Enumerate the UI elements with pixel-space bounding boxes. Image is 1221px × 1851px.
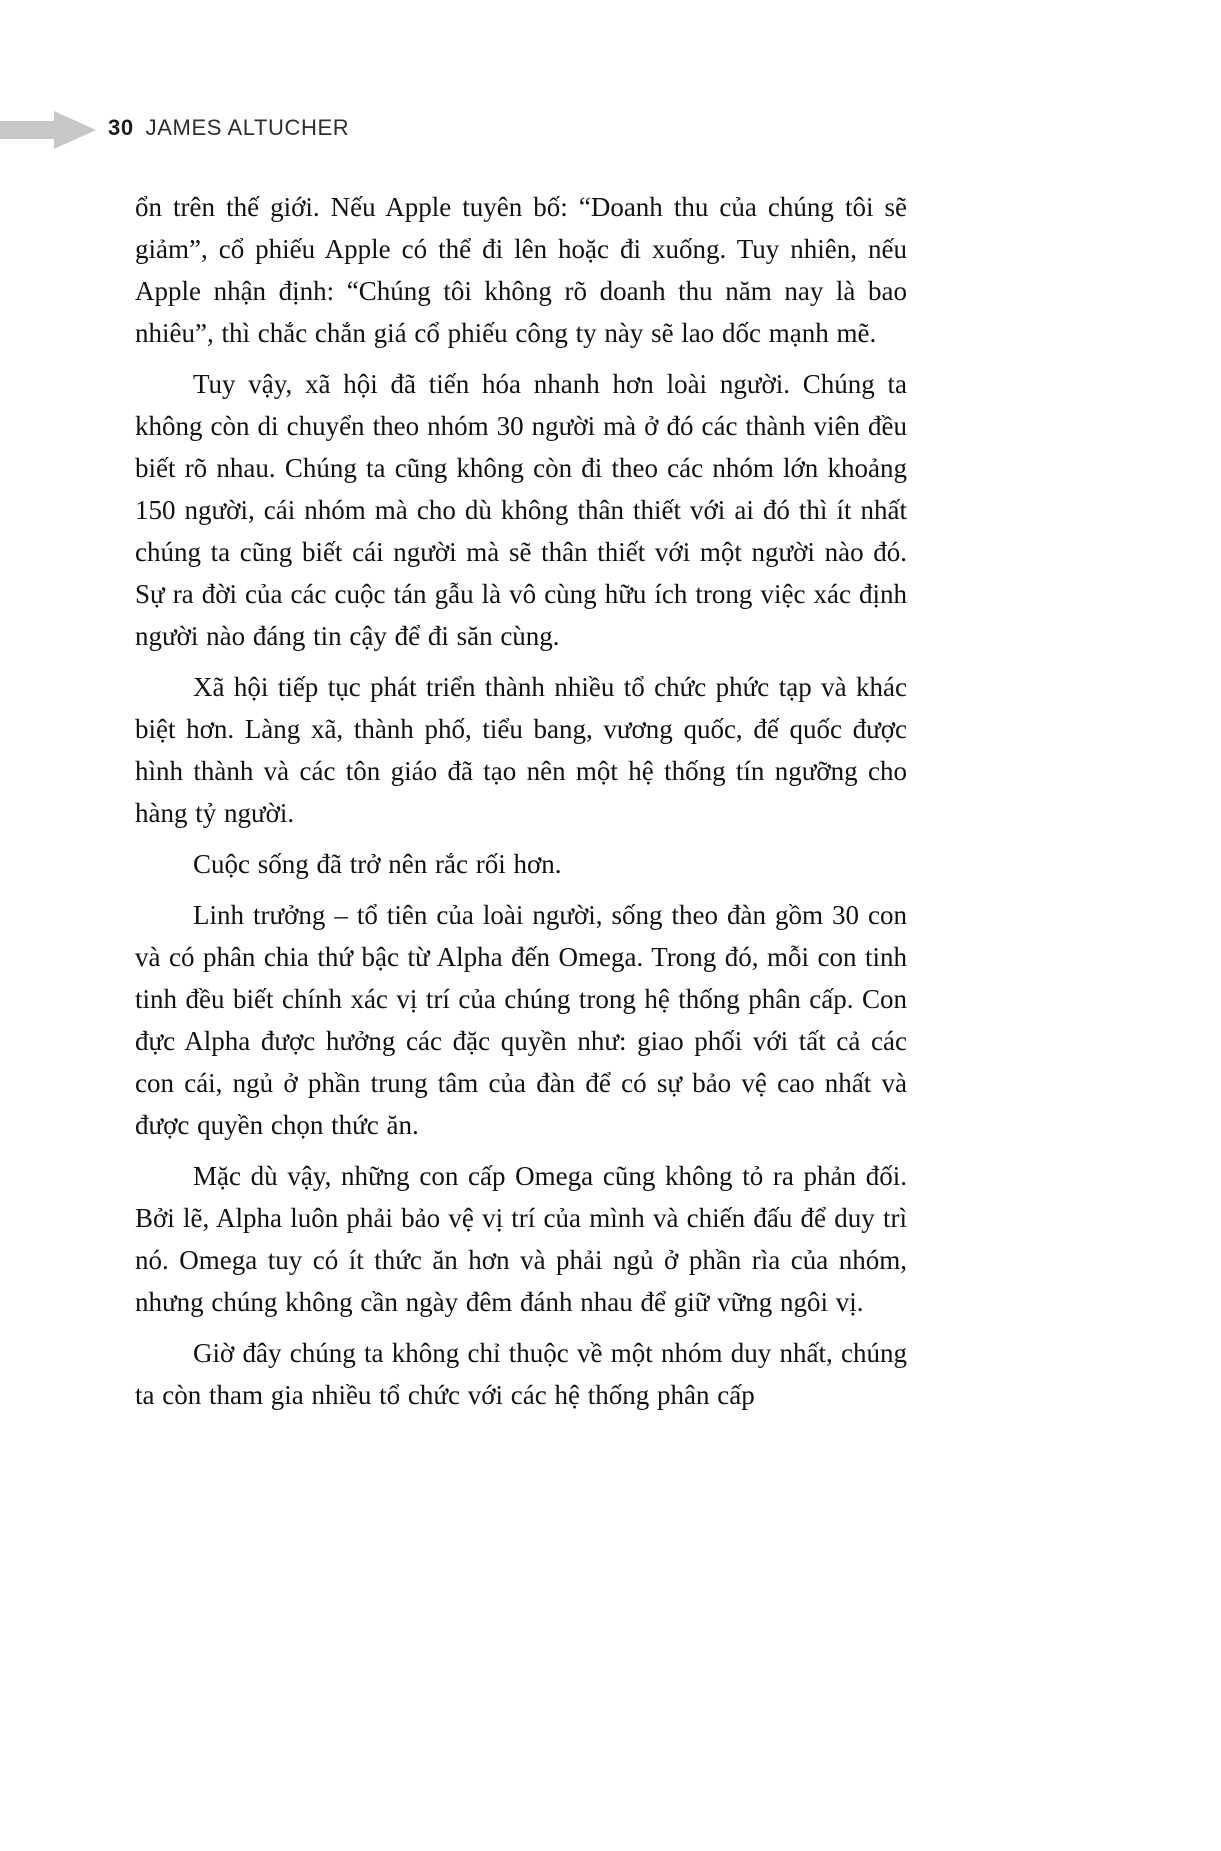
page-header bbox=[0, 108, 1221, 152]
paragraph: Mặc dù vậy, những con cấp Omega cũng không tỏ ra phản đối. Bởi lẽ, Alpha luôn phải bảo vệ vị trí của mình và chiến đấu để duy trì nó. Omega tuy có ít thức ăn hơn và phải ngủ ở phần rìa của nhóm, nhưng chúng không cần ngày đêm đánh nhau để giữ vững ngôi vị. bbox=[135, 1161, 907, 1317]
book-title: JAMES ALTUCHER bbox=[145, 115, 350, 140]
paragraph: Linh trưởng – tổ tiên của loài người, sống theo đàn gồm 30 con và có phân chia thứ bậc từ Alpha đến Omega. Trong đó, mỗi con tinh tinh đều biết chính xác vị trí của chúng trong hệ thống phân cấp. Con đực Alpha được hưởng các đặc quyền như: giao phối với tất cả các con cái, ngủ ở phần trung tâm của đàn để có sự bảo vệ cao nhất và được quyền chọn thức ăn. bbox=[135, 900, 907, 1140]
arrow-icon bbox=[0, 111, 96, 149]
paragraph: Tuy vậy, xã hội đã tiến hóa nhanh hơn loài người. Chúng ta không còn di chuyển theo nhóm 30 người mà ở đó các thành viên đều biết rõ nhau. Chúng ta cũng không còn đi theo các nhóm lớn khoảng 150 người, cái nhóm mà cho dù không thân thiết với ai đó thì ít nhất chúng ta cũng biết cái người mà sẽ thân thiết với một người nào đó. Sự ra đời của các cuộc tán gẫu là vô cùng hữu ích trong việc xác định người nào đáng tin cậy để đi săn cùng. bbox=[135, 369, 907, 651]
paragraph: Xã hội tiếp tục phát triển thành nhiều tổ chức phức tạp và khác biệt hơn. Làng xã, thành phố, tiểu bang, vương quốc, đế quốc được hình thành và các tôn giáo đã tạo nên một hệ thống tín ngưỡng cho hàng tỷ người. bbox=[135, 672, 907, 828]
paragraph: ổn trên thế giới. Nếu Apple tuyên bố: “Doanh thu của chúng tôi sẽ giảm”, cổ phiếu Apple có thể đi lên hoặc đi xuống. Tuy nhiên, nếu Apple nhận định: “Chúng tôi không rõ doanh thu năm nay là bao nhiêu”, thì chắc chắn giá cổ phiếu công ty này sẽ lao dốc mạnh mẽ. bbox=[135, 192, 907, 348]
page-body bbox=[135, 186, 907, 1425]
page-number: 30 bbox=[108, 115, 134, 140]
paragraph: Cuộc sống đã trở nên rắc rối hơn. bbox=[193, 849, 562, 879]
paragraph: Giờ đây chúng ta không chỉ thuộc về một nhóm duy nhất, chúng ta còn tham gia nhiều tổ chức với các hệ thống phân cấp bbox=[135, 1338, 907, 1410]
running-header-text bbox=[108, 115, 349, 141]
